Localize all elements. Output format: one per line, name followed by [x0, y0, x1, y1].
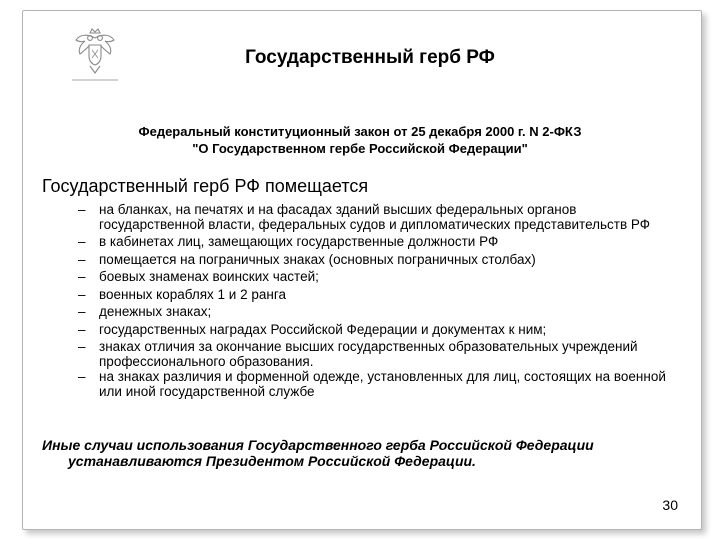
dash-icon: – [78, 304, 86, 319]
section-heading: Государственный герб РФ помещается [42, 176, 369, 196]
list-item-text: денежных знаках; [99, 304, 212, 319]
law-line-2: "О Государственном гербе Российской Федерации" [192, 141, 528, 156]
list-item-text: в кабинетах лиц, замещающих государственные должности РФ [99, 234, 499, 249]
dash-icon: – [78, 269, 86, 284]
list-item [78, 288, 684, 303]
list-item [78, 370, 684, 399]
dash-icon: – [78, 339, 86, 354]
law-reference [60, 123, 660, 157]
list-item-text: военных кораблях 1 и 2 ранга [99, 286, 286, 302]
coat-of-arms-icon [68, 26, 122, 84]
list-item-text: на знаках различия и форменной одежде, установленных для лиц, состоящих на военной или иной государственной службе [99, 369, 666, 399]
list-item [78, 203, 684, 232]
list-item-text: боевых знаменах воинских частей; [99, 269, 319, 284]
list-item [78, 235, 684, 250]
list-item-text: государственных наградах Российской Федерации и документах к ним; [99, 321, 547, 337]
list-item-text: на бланках, на печатях и на фасадах зданий высших федеральных органов государственной власти, федеральных судов и дипломатических представительств РФ [99, 202, 651, 232]
list-item [78, 323, 684, 338]
dash-icon: – [78, 202, 86, 217]
page-title: Государственный герб РФ [245, 47, 495, 68]
page-number: 30 [662, 497, 678, 513]
footer-note [42, 437, 692, 469]
list-item [78, 270, 684, 285]
footer-line-2: устанавливаются Президентом Российской Федерации. [68, 453, 476, 469]
bullet-list [78, 203, 684, 400]
dash-icon: – [78, 286, 86, 302]
law-line-1: Федеральный конституционный закон от 25 декабря 2000 г. N 2-ФКЗ [138, 124, 582, 139]
dash-icon: – [78, 321, 86, 337]
list-item [78, 253, 684, 268]
list-item [78, 305, 684, 320]
dash-icon: – [78, 251, 86, 267]
dash-icon: – [78, 369, 86, 384]
footer-line-1: Иные случаи использования Государственного герба Российской Федерации [42, 437, 594, 453]
list-item-text: помещается на пограничных знаках (основных пограничных столбах) [99, 251, 536, 267]
dash-icon: – [78, 234, 86, 249]
list-item-text: знаках отличия за окончание высших государственных образовательных учреждений профессионального образования. [99, 339, 638, 369]
list-item [78, 340, 684, 369]
